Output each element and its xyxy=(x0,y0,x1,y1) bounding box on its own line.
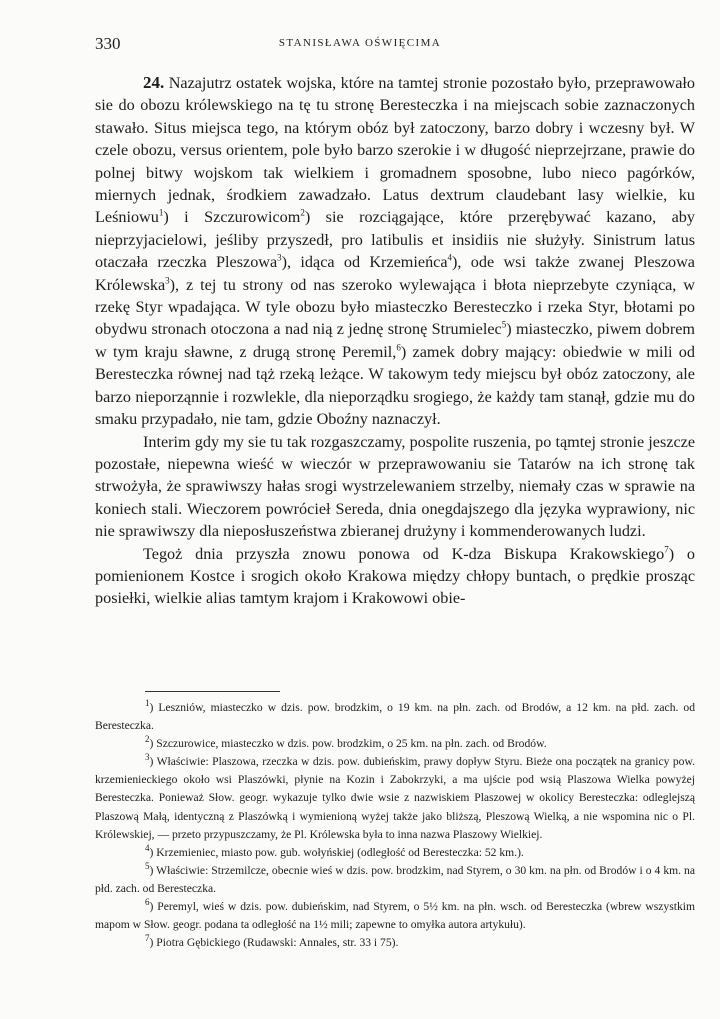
running-head: STANISŁAWA OŚWIĘCIMA xyxy=(278,37,442,49)
footnote-marker: 5 xyxy=(145,860,150,871)
footnote-text: ) Szczurowice, miasteczko w dzis. pow. brodzkim, o 25 km. na płn. zach. od Brodów. xyxy=(149,737,547,751)
main-text xyxy=(95,72,695,610)
paragraph-24 xyxy=(95,72,695,431)
paragraph-text: Tegoż dnia przyszła znowu ponowa od K-dza Biskupa Krakowskiego xyxy=(143,544,665,563)
paragraph-text: ) sie rozciągające, które przerębywać kazano, aby nieprzyjacielowi, jeśliby przyszedł, pro latibulis et insidiis nie służyły. Sinistrum latus otaczała rzeczka Pleszowa xyxy=(95,208,695,272)
footnote-marker: 4 xyxy=(145,842,150,853)
footnote-ref[interactable]: 6 xyxy=(396,342,401,353)
footnote-4 xyxy=(95,844,695,862)
footnote-text: ) Właściwie: Plaszowa, rzeczka w dzis. pow. dubieńskim, prawy dopływ Styru. Bieże ona początek na granicy pow. krzemienieckiego około wsi Plaszówki, płynie na Kozin i Zabokrzyki, a ma ujście pod wsią Plaszowa Wielka powyżej Beresteczka. Ponieważ Słow. geogr. wykazuje tylko dwie wsie z nazwiskiem Plaszowej w okolicy Beresteczka: odleglejszą Plaszową Małą, identyczną z Plaszówką i wymienioną wyżej także jako bliższą, Pleszową Wielką, a nie wspomina nic o Pl. Królewskiej, — przeto przypuszczamy, że Pl. Królewska była to inna nazwa Plaszowy Wielkiej. xyxy=(95,755,695,841)
footnote-1 xyxy=(95,699,695,735)
footnote-6 xyxy=(95,898,695,934)
paragraph-interim: Interim gdy my sie tu tak rozgaszczamy, pospolite ruszenia, po tąmtej stronie jeszcze pozostałe, niepewna wieść w wieczór w przeprawowaniu sie Tatarów na ich stronę tak strwożyła, że sprawiwszy hałas srogi wystrzelewaniem strzelby, niemały czas w sprawie na koniech stali. Wieczorem powrócieł Sereda, dnia onegdajszego dla języka wyprawiony, nic nie sprawiwszy dla nieposłuszeństwa zbieranej drużyny i kommenderowanych ludzi. xyxy=(95,432,695,541)
footnote-marker: 7 xyxy=(145,933,150,944)
paragraph-text: ) miasteczko, piwem dobrem w tym kraju sławne, z drugą stronę Peremil, xyxy=(95,320,695,361)
footnote-text: ) Właściwie: Strzemilcze, obecnie wieś w dzis. pow. brodzkim, nad Styrem, o 30 km. na płn. od Brodów i o 4 km. na płd. zach. od Beresteczka. xyxy=(95,863,695,895)
paragraph-text: Nazajutrz ostatek wojska, które na tamtej stronie pozostało było, przeprawowało sie do obozu królewskiego na tę tu stronę Beresteczka i na miejscach sobie zaznaczonych stawało. Situs miejsca tego, na którym obóz był zatoczony, barzo dobry i wczesny był. W czele obozu, versus orientem, pole było barzo szerokie i w długość nieprzejrzane, prawie do polnej bitwy wojskom tak wielkiem i gromadnem sposobne, lubo nieco pagórków, miernych jednak, środkiem zawadzało. Latus dextrum claudebant lasy wielkie, ku Leśniowu xyxy=(95,74,695,227)
footnote-3 xyxy=(95,753,695,843)
footnote-text: ) Krzemieniec, miasto pow. gub. wołyńskiej (odległość od Beresteczka: 52 km.). xyxy=(149,845,524,859)
paragraph-tegoz xyxy=(95,543,695,610)
paragraph-text: ), idąca od Krzemieńca xyxy=(281,253,448,272)
paragraph-text: ) zamek dobry mający: obiedwie w mili od Beresteczka równej nad tąż rzeką leżące. W takowym tedy miejscu był obóz zatoczony, ale barzo nieporząnnie i rozwlekle, dla nieporządku srogiego, że każdy tam stanął, gdzie mu do smaku przypadało, nie tam, gdzie Oboźny naznaczył. xyxy=(95,342,695,429)
footnote-ref[interactable]: 2 xyxy=(300,208,305,219)
page-number: 330 xyxy=(95,34,121,53)
footnote-divider xyxy=(145,691,280,692)
footnote-text: ) Piotra Gębickiego (Rudawski: Annales, str. 33 i 75). xyxy=(149,936,399,950)
footnote-7 xyxy=(95,934,695,952)
footnote-text: ) Lesznіów, miasteczko w dzis. pow. brodzkim, o 19 km. na płn. zach. od Brodów, a 12 km. na płd. zach. od Beresteczka. xyxy=(95,701,695,733)
footnote-marker: 2 xyxy=(145,734,150,745)
paragraph-number: 24. xyxy=(143,73,165,92)
paragraph-text: ) o pomienionem Kostce i srogich około Krakowa między chłopy buntach, o prędkie prosząc posiełki, wielkie alias tamtym krajom i Krakowowi obie- xyxy=(95,544,695,608)
footnote-marker: 3 xyxy=(145,752,150,763)
footnotes xyxy=(95,699,695,952)
footnote-ref[interactable]: 3 xyxy=(277,252,282,263)
footnote-5 xyxy=(95,862,695,898)
paragraph-text: ) i Szczurowicom xyxy=(163,208,301,227)
footnote-2 xyxy=(95,735,695,753)
footnote-ref[interactable]: 5 xyxy=(501,320,507,331)
footnote-ref[interactable]: 4 xyxy=(447,252,453,263)
footnote-text: ) Peremyl, wieś w dzis. pow. dubieńskim, nad Styrem, o 5½ km. na płn. wsch. od Beresteczka (wbrew wszystkim mapom w Słow. geogr. podana ta odległość na 1½ mili; zapewne to omyłka autora artykułu). xyxy=(95,900,695,932)
footnote-ref[interactable]: 3 xyxy=(165,275,170,286)
footnote-marker: 6 xyxy=(145,897,150,908)
paragraph-text: ), ode wsi także zwanej Pleszowa Królewska xyxy=(95,253,695,294)
footnote-ref[interactable]: 7 xyxy=(664,544,669,555)
footnote-ref[interactable]: 1 xyxy=(158,208,164,219)
footnote-marker: 1 xyxy=(145,698,150,709)
paragraph-text: ), z tej tu strony od nas szeroko wylewająca i błota nieprzebyte czyniąca, w rzekę Styr wpadająca. W tyle obozu było miasteczko Beresteczko i rzeka Styr, błotami po obydwu stronach otoczona a nad nią z jednę stronę Strumielec xyxy=(95,275,695,339)
